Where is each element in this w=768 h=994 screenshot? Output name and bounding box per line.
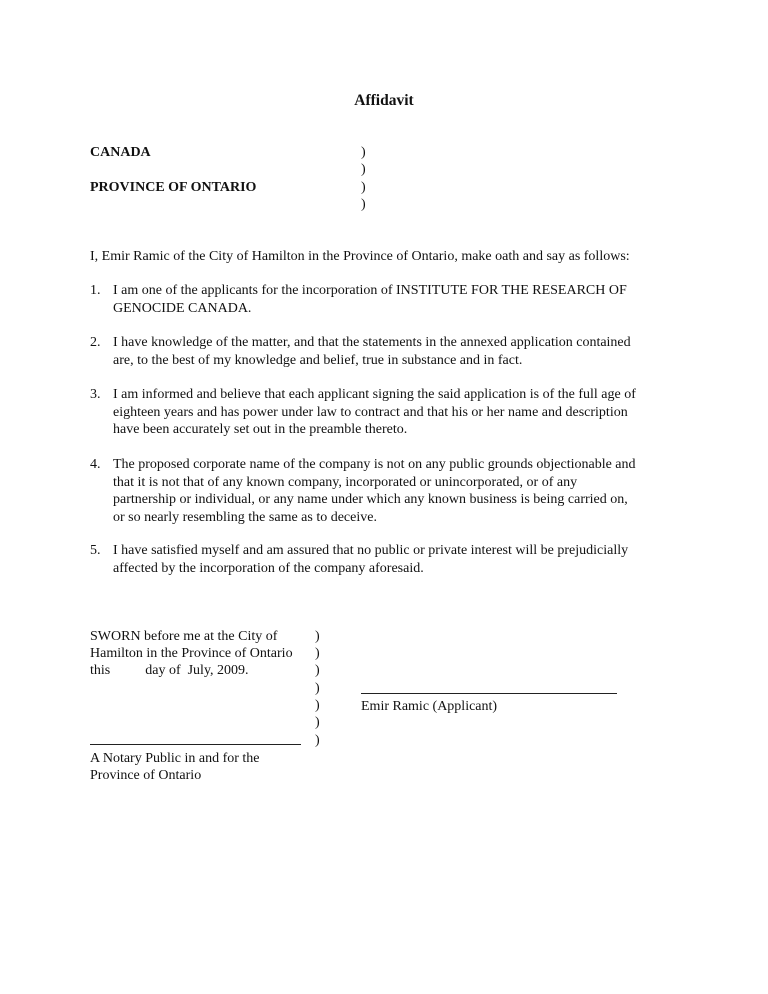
item-line: I am one of the applicants for the incorporation of INSTITUTE FOR THE RESEARCH OF bbox=[113, 283, 627, 298]
item-number: 4. bbox=[90, 457, 101, 472]
jurisdiction-paren: ) bbox=[361, 162, 366, 177]
jurat-paren: ) bbox=[315, 646, 320, 661]
jurat-paren: ) bbox=[315, 698, 320, 713]
item-line: GENOCIDE CANADA. bbox=[113, 300, 252, 316]
jurat-line: Hamilton in the Province of Ontario bbox=[90, 646, 293, 661]
jurat-paren: ) bbox=[315, 681, 320, 696]
item-line: or so nearly resembling the same as to deceive. bbox=[113, 509, 377, 525]
notary-label: A Notary Public in and for the bbox=[90, 751, 260, 766]
item-number: 3. bbox=[90, 387, 101, 402]
item-text bbox=[113, 282, 690, 317]
intro-statement: I, Emir Ramic of the City of Hamilton in the Province of Ontario, make oath and say as follows: bbox=[90, 249, 630, 264]
item-number: 5. bbox=[90, 543, 101, 558]
item-text bbox=[113, 386, 690, 439]
jurat-line: this day of July, 2009. bbox=[90, 663, 249, 678]
item-text bbox=[113, 456, 690, 526]
list-item bbox=[90, 282, 690, 317]
jurat-line: SWORN before me at the City of bbox=[90, 629, 278, 644]
jurat-paren: ) bbox=[315, 733, 320, 748]
list-item bbox=[90, 386, 690, 439]
jurat-paren: ) bbox=[315, 629, 320, 644]
list-item bbox=[90, 456, 690, 526]
item-line: that it is not that of any known company, incorporated or unincorporated, or of any bbox=[113, 474, 578, 490]
notary-signature-line bbox=[90, 744, 301, 745]
list-item bbox=[90, 334, 690, 369]
item-line: I am informed and believe that each applicant signing the said application is of the full age of bbox=[113, 387, 636, 402]
item-line: The proposed corporate name of the company is not on any public grounds objectionable and bbox=[113, 457, 636, 472]
item-line: have been accurately set out in the preamble thereto. bbox=[113, 422, 408, 437]
document-title: Affidavit bbox=[354, 92, 414, 109]
list-item bbox=[90, 542, 690, 577]
province-label: PROVINCE OF ONTARIO bbox=[90, 180, 257, 195]
item-line: affected by the incorporation of the company aforesaid. bbox=[113, 560, 424, 576]
item-line: partnership or individual, or any name under which any known business is being carried on, bbox=[113, 492, 628, 507]
applicant-signature-line bbox=[361, 693, 617, 694]
item-number: 1. bbox=[90, 283, 101, 298]
jurisdiction-paren: ) bbox=[361, 145, 366, 160]
item-line: eighteen years and has power under law to contract and that his or her name and description bbox=[113, 404, 628, 420]
item-line: I have satisfied myself and am assured that no public or private interest will be prejudicially bbox=[113, 543, 629, 558]
item-number: 2. bbox=[90, 335, 101, 350]
notary-label: Province of Ontario bbox=[90, 768, 202, 783]
jurat-paren: ) bbox=[315, 663, 320, 678]
jurat-paren: ) bbox=[315, 715, 320, 730]
applicant-label: Emir Ramic (Applicant) bbox=[361, 699, 498, 714]
item-line: I have knowledge of the matter, and that the statements in the annexed application contained bbox=[113, 335, 631, 350]
jurisdiction-paren: ) bbox=[361, 180, 366, 195]
item-line: are, to the best of my knowledge and belief, true in substance and in fact. bbox=[113, 352, 523, 368]
item-text bbox=[113, 334, 690, 369]
country-label: CANADA bbox=[90, 145, 151, 160]
jurisdiction-paren: ) bbox=[361, 197, 366, 212]
item-text bbox=[113, 542, 690, 577]
